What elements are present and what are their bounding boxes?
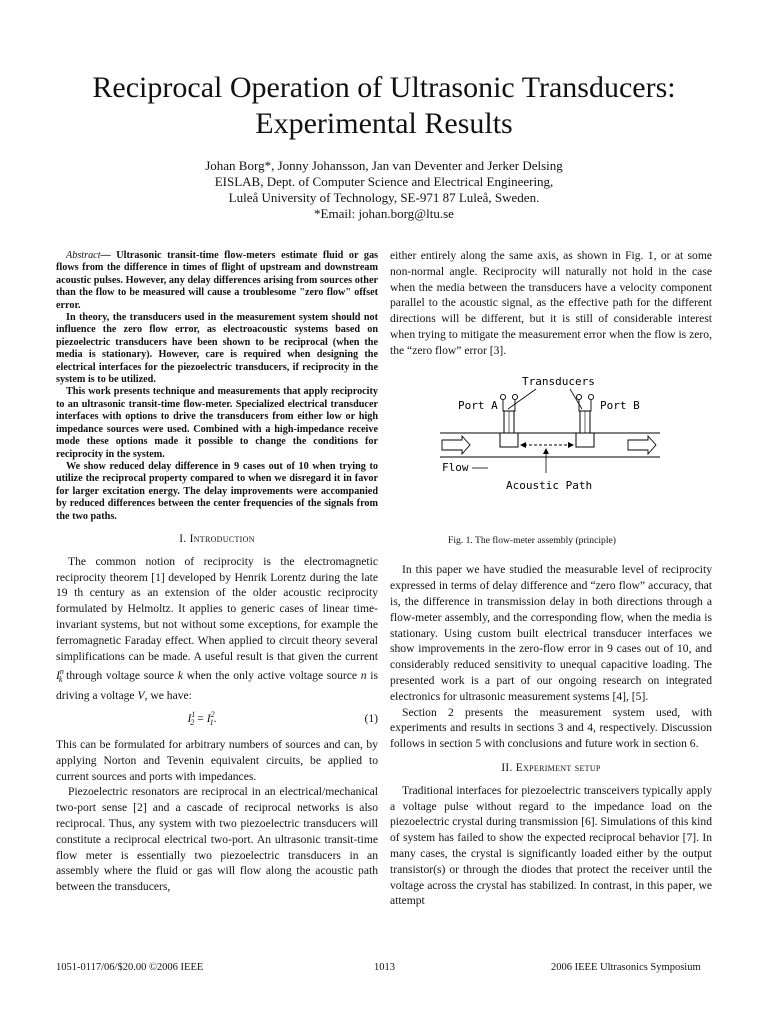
right-paragraph-2: In this paper we have studied the measurable level of reciprocity expressed in terms of delay difference and “zero flow” accuracy, that is, the difference in transmission delay in both directions through a flow-meter assembly, and the corresponding flow, when the media is stationary. Using custom built electrical transducer interfaces we show improvements in the zero-flow error in 9 cases out of 10, and considerably reduced sensitivity to unequal capacitive loading. The presented work is a part of our ongoing research on integrated electronics for ultrasonic measurement systems [4], [5]. <box>390 563 712 703</box>
eq-rhs: I <box>206 711 211 725</box>
intro-text-c: when the only active voltage source <box>186 669 361 683</box>
port-a-wire-1 <box>503 400 506 411</box>
intro-text-b: through voltage source <box>62 669 178 683</box>
math-sub-k: k <box>58 675 63 685</box>
label-flow: Flow <box>442 460 469 474</box>
footer-page-number: 1013 <box>374 962 395 973</box>
acoustic-path-leader-head <box>543 448 549 454</box>
eq-lhs-sup: 1 <box>191 710 196 720</box>
intro-text-a: The common notion of reciprocity is the electromagnetic reciprocity theorem [1] developed by Henrik Lorentz during the late 19 th century as an extension of the older acoustic reciprocity formulated by Helmoltz. It applies to generic cases of linear time-invariant systems, but not without some exceptions, for example the ferromagnetic Faraday effect. When applied to circuit theory several simplifications can be made. A useful result is that given the current <box>56 554 378 663</box>
abstract-paragraph-3: This work presents technique and measurements that apply reciprocity to an ultrasonic transit-time flow-meter. Specialized electrical transducer interfaces with options to drive the transducers from either low or high impedance sources were used. Combined with a high-impedance receive mode these options made it possible to change the conditions for reciprocity in the system. <box>56 386 378 460</box>
section-heading-introduction: I. Introduction <box>179 532 255 545</box>
right-paragraph-4: Traditional interfaces for piezoelectric transceivers typically apply a voltage pulse without regard to the impedance load on the piezoelectric crystal during transmission [6]. Simulations of this kind of system has failed to show the expected reciprocal behavior [7]. In many cases, the crystal is significantly loaded either by the output transistor(s) or through the diodes that protect the receiver until the voltage across the crystal has stabilized. In contrast, in this paper, we attempt <box>390 783 712 908</box>
abstract-dash: — <box>100 250 111 261</box>
right-column <box>390 248 712 909</box>
abstract-text-1: Ultrasonic transit-time flow-meters estimate fluid or gas flows from the difference in times of flight of upstream and downstream acoustic pulses. However, any delay differences arising from sources other than the flow to be measured will cause a troublesome "zero flow" offset error. <box>56 250 379 311</box>
footer-copyright: 1051-0117/06/$20.00 ©2006 IEEE <box>56 962 204 973</box>
transducer-b-face <box>576 433 594 447</box>
math-k: k <box>177 669 183 683</box>
title-line-2: Experimental Results <box>255 107 513 140</box>
right-paragraph-3: Section 2 presents the measurement system used, with experiments and results in sections 3 and 4, respectively. Discussion follows in section 5 with conclusions and future work in section 6. <box>390 705 712 751</box>
figure-1-caption: Fig. 1. The flow-meter assembly (principle) <box>448 534 616 546</box>
title-line-1: Reciprocal Operation of Ultrasonic Transducers: <box>92 71 676 104</box>
acoustic-arrowhead-left <box>520 442 526 448</box>
intro-text-e: , we have: <box>144 689 192 703</box>
author-block <box>40 158 728 222</box>
transducer-a-face <box>500 433 518 447</box>
eq-rhs-sub: 1 <box>209 718 214 728</box>
intro-paragraph-2: This can be formulated for arbitrary numbers of sources and can, by applying Norton and Tevenin equivalent circuits, be applied to current sources and ports with impedances. <box>56 738 378 783</box>
affiliation-line-2: Luleå University of Technology, SE-971 87 Luleå, Sweden. <box>228 190 540 205</box>
label-port-a: Port A <box>458 398 498 412</box>
eq-equals: = <box>197 711 207 725</box>
port-b-terminal-1 <box>576 394 581 399</box>
left-column <box>56 250 378 895</box>
math-n: n <box>360 669 367 683</box>
equation-number: (1) <box>364 712 378 726</box>
flow-arrow-right <box>628 436 656 454</box>
eq-lhs-sub: 2 <box>190 718 195 728</box>
abstract-paragraph-2: In theory, the transducers used in the measurement system should not influence the zero flow error, as electroacoustic systems based on piezoelectric transducers have been shown to be reciprocal (when the media is stationary). However, care is required when designing the electrical interfaces for the piezoelectric transducers, if reciprocity in the system is to be utilized. <box>56 312 378 386</box>
author-email: *Email: johan.borg@ltu.se <box>314 206 454 221</box>
eq-period: . <box>213 711 217 725</box>
label-transducers: Transducers <box>522 374 595 388</box>
port-b-terminal-2 <box>588 394 593 399</box>
section-heading-experiment-setup: II. Experiment setup <box>501 761 601 774</box>
acoustic-arrowhead-right <box>568 442 574 448</box>
affiliation-line-1: EISLAB, Dept. of Computer Science and Electrical Engineering, <box>214 174 554 189</box>
figure-1 <box>390 373 712 533</box>
label-acoustic-path: Acoustic Path <box>506 478 593 492</box>
eq-rhs-sup: 2 <box>210 710 215 720</box>
intro-text-d: is driving a voltage <box>56 669 379 703</box>
abstract-paragraph-1 <box>56 250 378 312</box>
right-continuation-paragraph: either entirely along the same axis, as shown in Fig. 1, or at some non-normal angle. Reciprocity will naturally not hold in the case when the media between the transducers have a velocity component parallel to the acoustic signal, as the effective path for the different directions will be different, but it is still of considerable interest when trying to mitigate the measurement error when the flow is zero, the “zero flow” error [3]. <box>390 249 712 357</box>
abstract-paragraph-4: We show reduced delay difference in 9 cases out of 10 when trying to utilize the reciprocal property compared to when we disregard it in favor for larger excitation energy. The delay improvements were accompanied by reduced differences between the center frequencies of the signals from the two paths. <box>56 460 378 522</box>
eq-lhs: I <box>187 711 192 725</box>
label-port-b: Port B <box>600 398 640 412</box>
math-V: V <box>137 689 145 703</box>
paper-title <box>40 70 728 142</box>
math-I: I <box>56 669 60 683</box>
flow-arrow-left <box>442 436 470 454</box>
port-a-terminal-1 <box>500 394 505 399</box>
equation-expression <box>56 707 348 731</box>
leader-line-a <box>508 389 536 409</box>
abstract-label: Abstract <box>66 250 101 261</box>
port-b-wire-2 <box>588 400 591 411</box>
flow-meter-diagram <box>440 373 670 503</box>
intro-paragraph-1 <box>56 554 378 704</box>
math-sup-n: n <box>59 667 64 677</box>
intro-paragraph-3: Piezoelectric resonators are reciprocal in an electrical/mechanical two-port sense [2] and a cascade of reciprocal networks is also reciprocal. Thus, any system with two piezoelectric transducers will constitute a reciprocal electrical two-port. An ultrasonic transit-time flow meter is essentially two piezoelectric transducers in an assembly where the fluid or gas will flow along the acoustic path between the transducers, <box>56 785 378 894</box>
port-a-terminal-2 <box>512 394 517 399</box>
abstract <box>56 250 378 523</box>
equation-1 <box>56 704 378 737</box>
footer-venue: 2006 IEEE Ultrasonics Symposium <box>551 962 701 973</box>
author-names: Johan Borg*, Jonny Johansson, Jan van Deventer and Jerker Delsing <box>205 158 563 173</box>
